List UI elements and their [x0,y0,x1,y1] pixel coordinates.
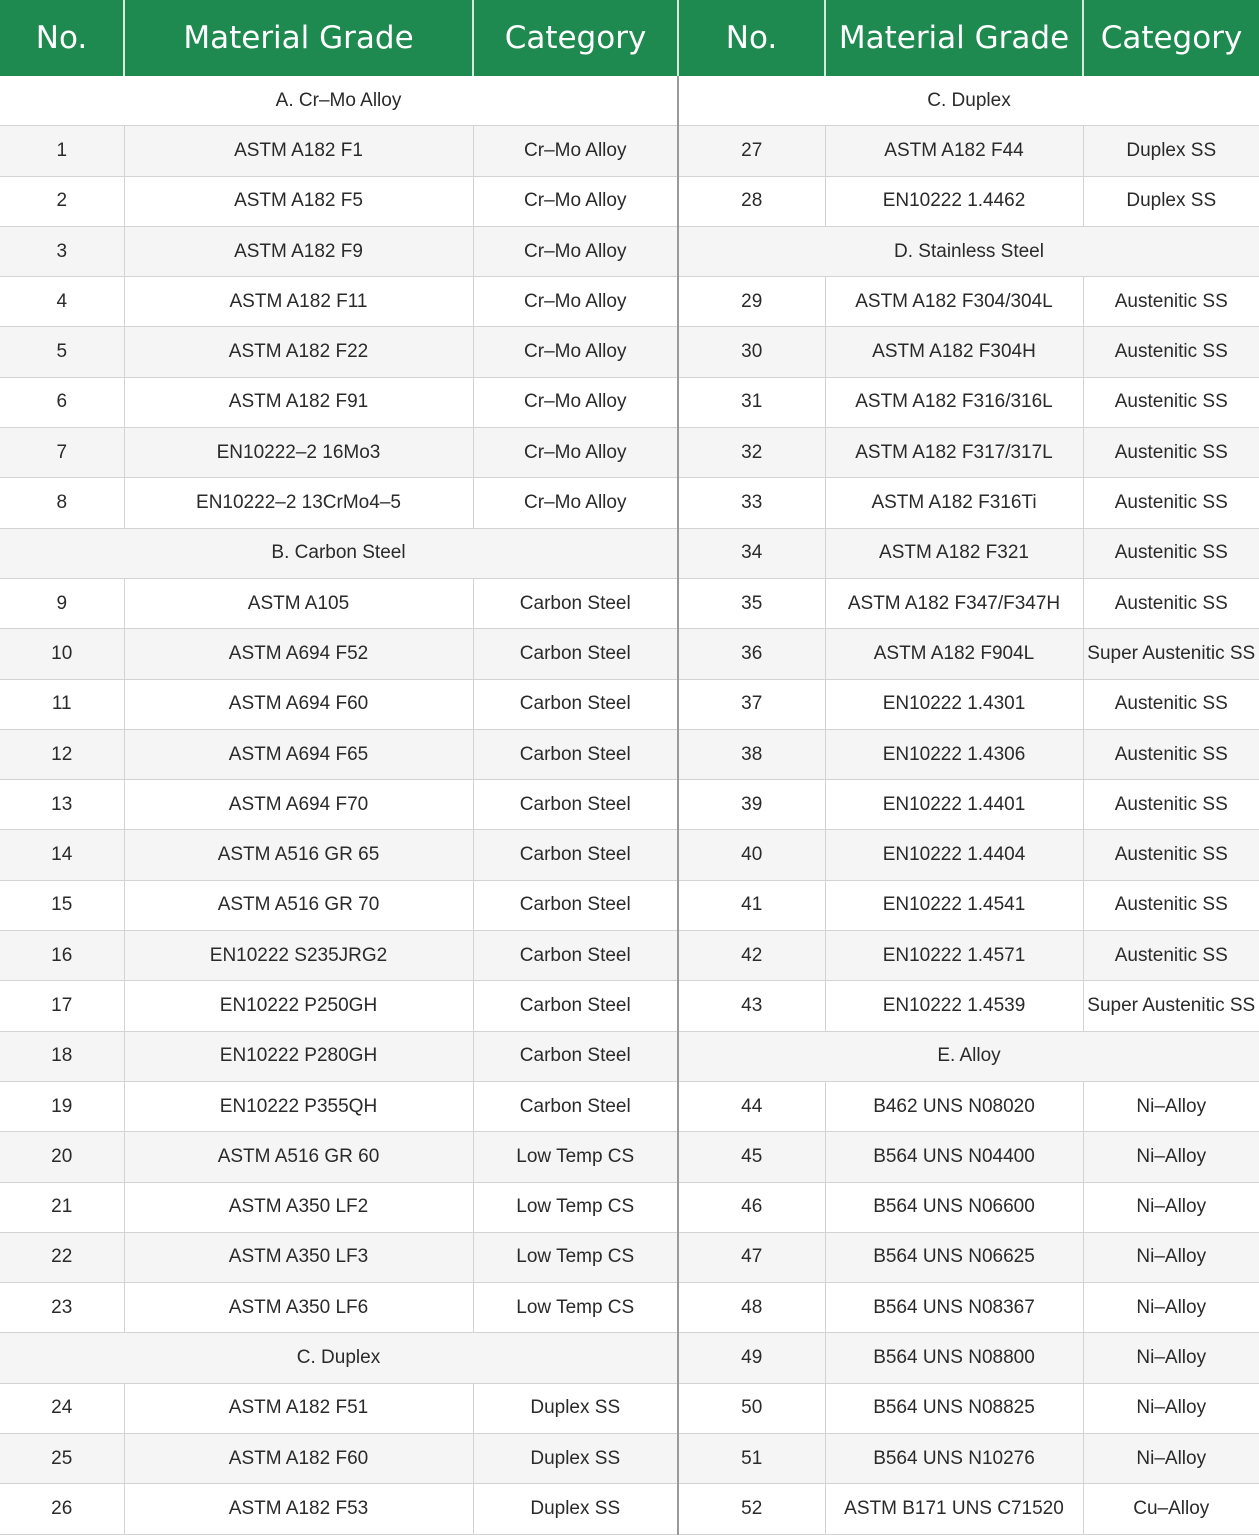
category-cell: Ni–Alloy [1083,1283,1259,1333]
category-cell: Duplex SS [473,1434,678,1484]
table-row [0,729,1259,779]
material-grade-cell: ASTM A182 F304/304L [825,277,1083,327]
row-number: 7 [0,428,124,478]
row-number: 32 [678,428,825,478]
row-number: 21 [0,1182,124,1232]
table-row [0,629,1259,679]
material-grade-cell: B564 UNS N08800 [825,1333,1083,1383]
category-cell: Super Austenitic SS [1083,981,1259,1031]
row-number: 2 [0,176,124,226]
material-grade-cell: EN10222 1.4571 [825,931,1083,981]
header-category: Category [1083,0,1259,76]
header-row [0,0,1259,76]
table-row [0,1182,1259,1232]
material-grade-cell: ASTM A694 F65 [124,729,473,779]
row-number: 25 [0,1434,124,1484]
material-grade-cell: EN10222–2 13CrMo4–5 [124,478,473,528]
header-no: No. [678,0,825,76]
row-number: 40 [678,830,825,880]
section-heading: C. Duplex [678,76,1259,126]
row-number: 43 [678,981,825,1031]
category-cell: Carbon Steel [473,931,678,981]
table-row [0,1283,1259,1333]
category-cell: Austenitic SS [1083,327,1259,377]
row-number: 4 [0,277,124,327]
category-cell: Carbon Steel [473,1031,678,1081]
material-grade-cell: ASTM A516 GR 65 [124,830,473,880]
material-grade-cell: B462 UNS N08020 [825,1081,1083,1131]
row-number: 52 [678,1484,825,1534]
category-cell: Austenitic SS [1083,679,1259,729]
row-number: 9 [0,578,124,628]
category-cell: Cr–Mo Alloy [473,377,678,427]
table-row [0,981,1259,1031]
row-number: 29 [678,277,825,327]
material-grade-cell: B564 UNS N10276 [825,1434,1083,1484]
row-number: 33 [678,478,825,528]
row-number: 44 [678,1081,825,1131]
row-number: 13 [0,780,124,830]
category-cell: Ni–Alloy [1083,1182,1259,1232]
table-row [0,1081,1259,1131]
material-grade-cell: EN10222 1.4301 [825,679,1083,729]
section-heading: B. Carbon Steel [0,528,678,578]
category-cell: Ni–Alloy [1083,1081,1259,1131]
row-number: 3 [0,226,124,276]
category-cell: Low Temp CS [473,1182,678,1232]
row-number: 22 [0,1232,124,1282]
category-cell: Cr–Mo Alloy [473,126,678,176]
material-grade-cell: EN10222 1.4462 [825,176,1083,226]
category-cell: Cr–Mo Alloy [473,226,678,276]
category-cell: Ni–Alloy [1083,1232,1259,1282]
table-row [0,428,1259,478]
material-grade-cell: ASTM A182 F5 [124,176,473,226]
material-grade-cell: EN10222 S235JRG2 [124,931,473,981]
row-number: 41 [678,880,825,930]
row-number: 38 [678,729,825,779]
category-cell: Carbon Steel [473,578,678,628]
table-row [0,880,1259,930]
category-cell: Cr–Mo Alloy [473,428,678,478]
row-number: 19 [0,1081,124,1131]
material-grade-cell: ASTM A182 F9 [124,226,473,276]
row-number: 36 [678,629,825,679]
category-cell: Carbon Steel [473,981,678,1031]
row-number: 27 [678,126,825,176]
category-cell: Austenitic SS [1083,830,1259,880]
material-grade-cell: B564 UNS N04400 [825,1132,1083,1182]
material-grade-cell: B564 UNS N08367 [825,1283,1083,1333]
row-number: 15 [0,880,124,930]
material-grade-cell: ASTM A694 F52 [124,629,473,679]
row-number: 8 [0,478,124,528]
material-grade-cell: ASTM A516 GR 60 [124,1132,473,1182]
table-body [0,76,1259,1534]
material-grade-cell: ASTM A694 F70 [124,780,473,830]
category-cell: Austenitic SS [1083,880,1259,930]
material-grade-cell: ASTM A694 F60 [124,679,473,729]
material-grade-cell: ASTM B171 UNS C71520 [825,1484,1083,1534]
row-number: 49 [678,1333,825,1383]
row-number: 48 [678,1283,825,1333]
category-cell: Carbon Steel [473,830,678,880]
table-row [0,1232,1259,1282]
section-heading: A. Cr–Mo Alloy [0,76,678,126]
table-row [0,1383,1259,1433]
category-cell: Low Temp CS [473,1232,678,1282]
material-grade-cell: ASTM A182 F51 [124,1383,473,1433]
row-number: 37 [678,679,825,729]
material-grade-cell: ASTM A350 LF2 [124,1182,473,1232]
section-heading: C. Duplex [0,1333,678,1383]
category-cell: Ni–Alloy [1083,1132,1259,1182]
category-cell: Carbon Steel [473,1081,678,1131]
material-grade-cell: ASTM A182 F904L [825,629,1083,679]
table-row [0,780,1259,830]
header-no: No. [0,0,124,76]
category-cell: Austenitic SS [1083,277,1259,327]
category-cell: Duplex SS [473,1383,678,1433]
material-grade-cell: ASTM A182 F53 [124,1484,473,1534]
category-cell: Austenitic SS [1083,377,1259,427]
category-cell: Low Temp CS [473,1283,678,1333]
table-row [0,76,1259,126]
row-number: 14 [0,830,124,880]
category-cell: Austenitic SS [1083,528,1259,578]
category-cell: Duplex SS [1083,176,1259,226]
row-number: 50 [678,1383,825,1433]
row-number: 26 [0,1484,124,1534]
category-cell: Carbon Steel [473,679,678,729]
table-row [0,327,1259,377]
row-number: 45 [678,1132,825,1182]
section-heading: E. Alloy [678,1031,1259,1081]
row-number: 28 [678,176,825,226]
category-cell: Austenitic SS [1083,478,1259,528]
table-row [0,478,1259,528]
header-material-grade: Material Grade [825,0,1083,76]
category-cell: Carbon Steel [473,780,678,830]
table-row [0,830,1259,880]
table-row [0,1031,1259,1081]
category-cell: Austenitic SS [1083,428,1259,478]
table-row [0,578,1259,628]
row-number: 42 [678,931,825,981]
material-grade-cell: ASTM A182 F317/317L [825,428,1083,478]
material-grade-cell: ASTM A182 F347/F347H [825,578,1083,628]
row-number: 47 [678,1232,825,1282]
material-grade-cell: EN10222 1.4539 [825,981,1083,1031]
category-cell: Carbon Steel [473,629,678,679]
category-cell: Ni–Alloy [1083,1383,1259,1433]
material-grade-cell: ASTM A182 F60 [124,1434,473,1484]
row-number: 10 [0,629,124,679]
row-number: 18 [0,1031,124,1081]
table-row [0,226,1259,276]
category-cell: Austenitic SS [1083,578,1259,628]
category-cell: Austenitic SS [1083,729,1259,779]
section-heading: D. Stainless Steel [678,226,1259,276]
table-row [0,277,1259,327]
table-row [0,377,1259,427]
material-grade-cell: ASTM A182 F321 [825,528,1083,578]
row-number: 46 [678,1182,825,1232]
category-cell: Austenitic SS [1083,780,1259,830]
table-row [0,176,1259,226]
category-cell: Cr–Mo Alloy [473,277,678,327]
table-row [0,1333,1259,1383]
category-cell: Cr–Mo Alloy [473,176,678,226]
row-number: 34 [678,528,825,578]
row-number: 16 [0,931,124,981]
material-grade-cell: EN10222 1.4306 [825,729,1083,779]
category-cell: Low Temp CS [473,1132,678,1182]
category-cell: Ni–Alloy [1083,1434,1259,1484]
category-cell: Cu–Alloy [1083,1484,1259,1534]
category-cell: Super Austenitic SS [1083,629,1259,679]
header-material-grade: Material Grade [124,0,473,76]
row-number: 20 [0,1132,124,1182]
material-grade-cell: B564 UNS N08825 [825,1383,1083,1433]
material-grade-cell: EN10222 P355QH [124,1081,473,1131]
row-number: 35 [678,578,825,628]
material-grade-cell: ASTM A516 GR 70 [124,880,473,930]
table-row [0,126,1259,176]
table-row [0,1132,1259,1182]
category-cell: Cr–Mo Alloy [473,478,678,528]
material-grade-cell: ASTM A182 F11 [124,277,473,327]
header-category: Category [473,0,678,76]
material-grade-cell: EN10222 P280GH [124,1031,473,1081]
material-grade-cell: ASTM A182 F304H [825,327,1083,377]
category-cell: Duplex SS [1083,126,1259,176]
material-grade-cell: EN10222–2 16Mo3 [124,428,473,478]
material-grade-cell: B564 UNS N06600 [825,1182,1083,1232]
category-cell: Duplex SS [473,1484,678,1534]
table-row [0,528,1259,578]
row-number: 17 [0,981,124,1031]
row-number: 39 [678,780,825,830]
material-grade-cell: ASTM A182 F44 [825,126,1083,176]
row-number: 5 [0,327,124,377]
row-number: 11 [0,679,124,729]
table-row [0,931,1259,981]
material-grade-cell: ASTM A182 F91 [124,377,473,427]
material-grade-cell: ASTM A182 F22 [124,327,473,377]
row-number: 24 [0,1383,124,1433]
row-number: 30 [678,327,825,377]
material-grade-cell: B564 UNS N06625 [825,1232,1083,1282]
row-number: 6 [0,377,124,427]
material-grade-cell: ASTM A182 F316/316L [825,377,1083,427]
category-cell: Austenitic SS [1083,931,1259,981]
material-grade-cell: ASTM A182 F316Ti [825,478,1083,528]
material-grade-cell: EN10222 1.4404 [825,830,1083,880]
table-row [0,679,1259,729]
material-grade-cell: ASTM A350 LF6 [124,1283,473,1333]
row-number: 1 [0,126,124,176]
category-cell: Cr–Mo Alloy [473,327,678,377]
material-grade-cell: ASTM A105 [124,578,473,628]
material-grade-cell: EN10222 P250GH [124,981,473,1031]
table-row [0,1434,1259,1484]
row-number: 23 [0,1283,124,1333]
category-cell: Carbon Steel [473,880,678,930]
row-number: 31 [678,377,825,427]
category-cell: Carbon Steel [473,729,678,779]
category-cell: Ni–Alloy [1083,1333,1259,1383]
material-grade-cell: ASTM A182 F1 [124,126,473,176]
row-number: 51 [678,1434,825,1484]
table-row [0,1484,1259,1534]
material-grade-cell: ASTM A350 LF3 [124,1232,473,1282]
material-grade-cell: EN10222 1.4401 [825,780,1083,830]
row-number: 12 [0,729,124,779]
material-grade-cell: EN10222 1.4541 [825,880,1083,930]
